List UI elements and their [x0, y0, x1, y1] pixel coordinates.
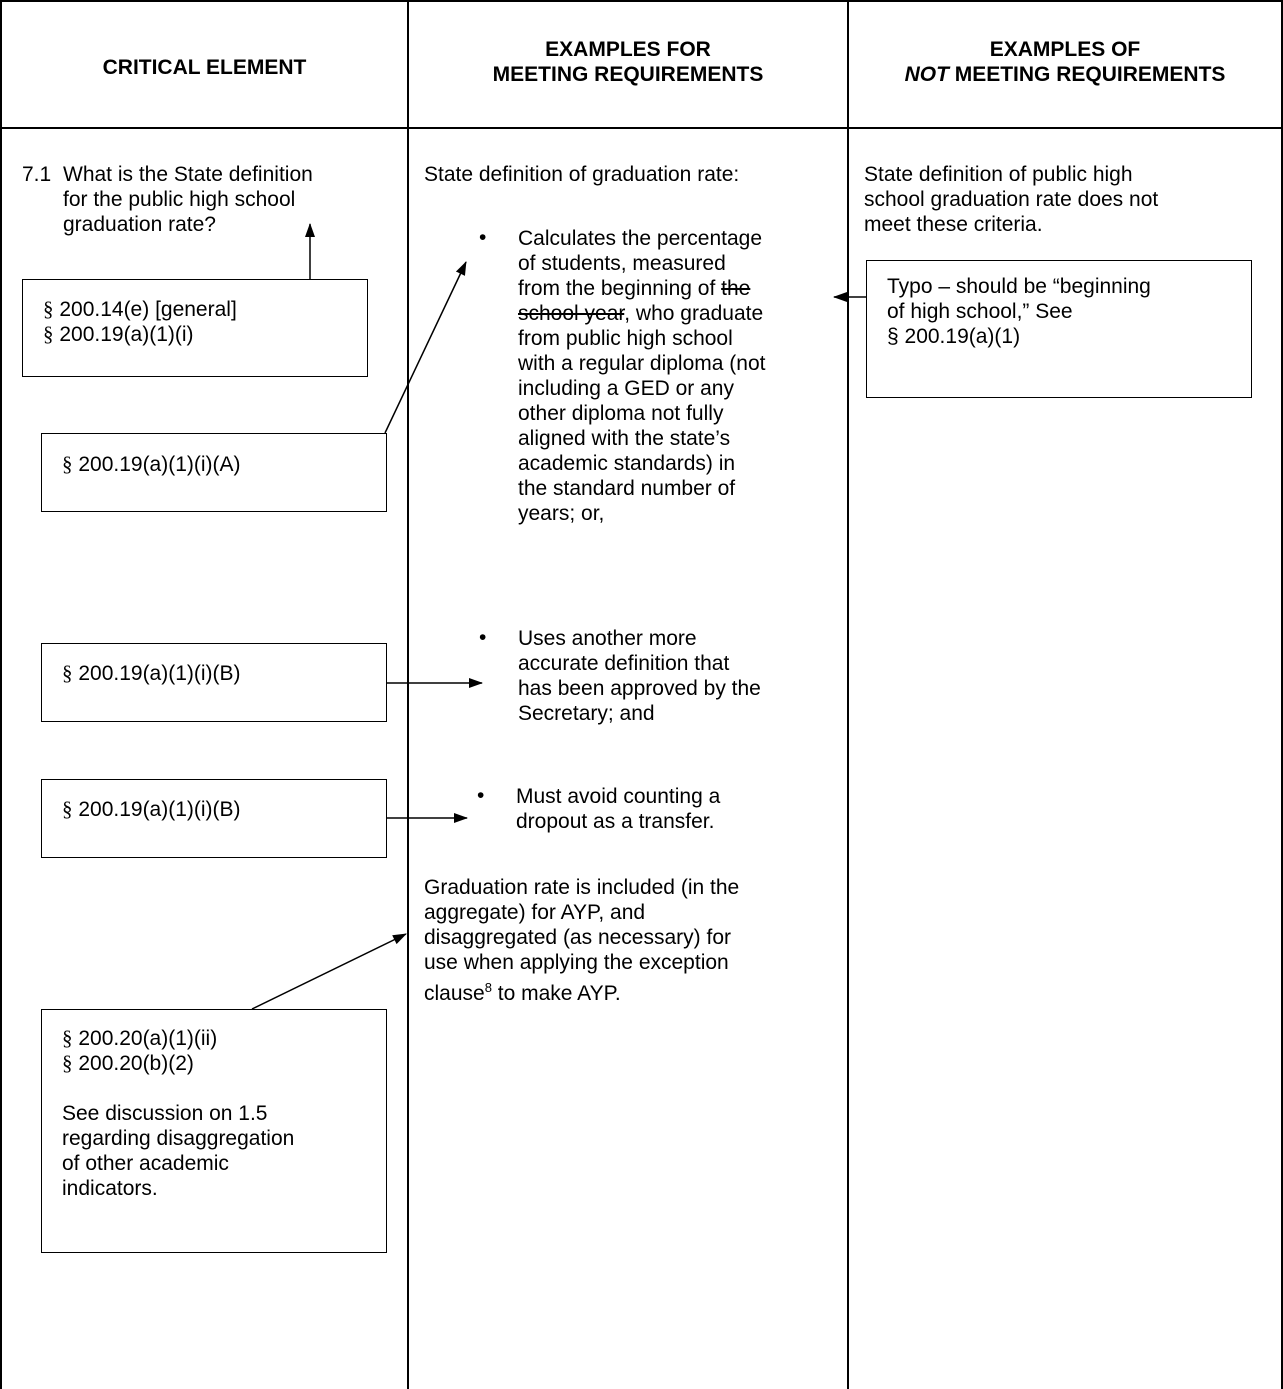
header-col3-line2-rest: MEETING REQUIREMENTS: [948, 63, 1226, 86]
section-symbol: §: [62, 1051, 73, 1075]
critical-element-number: 7.1: [22, 163, 52, 186]
note-line: See discussion on 1.5: [62, 1102, 268, 1125]
header-not-emphasis: NOT: [904, 63, 949, 86]
struck-text: school year: [518, 302, 625, 325]
citation-line: § 200.19(a)(1)(i)(A): [62, 452, 241, 476]
bullet-item-3: Must avoid counting a dropout as a transfer.: [516, 785, 721, 833]
typo-citation: § 200.19(a)(1): [887, 325, 1021, 348]
citation-line: § 200.19(a)(1)(i)(B): [62, 797, 241, 821]
header-col3-line1: EXAMPLES OF: [989, 38, 1141, 61]
aggregate-paragraph: Graduation rate is included (in the aggregate) for AYP, and disaggregated (as necessary) for use when applying the exception clause$^8$ to make AYP.: [424, 876, 740, 1005]
section-symbol: §: [43, 322, 54, 346]
meeting-intro: State definition of graduation rate:: [424, 163, 740, 186]
bullet-marker: •: [479, 226, 487, 249]
header-col2-line1: EXAMPLES FOR: [545, 38, 711, 61]
question-line: for the public high school: [63, 188, 296, 211]
section-symbol: §: [62, 1026, 73, 1050]
question-line: graduation rate?: [63, 213, 216, 236]
arrow-to-bullet-1: [385, 262, 466, 433]
header-col1-label: CRITICAL ELEMENT: [102, 55, 307, 79]
section-symbol: §: [62, 661, 73, 685]
section-symbol: §: [62, 797, 73, 821]
note-line: of other academic: [62, 1152, 229, 1175]
note-line: regarding disaggregation: [62, 1127, 295, 1150]
bullet-item-1: Calculates the percentage of students, measured from the beginning of the school year, who graduate from public high school with a regular diploma (not including a GED or any other diploma not fully aligned with the state’s academic standards) in the standard number of years; or,: [518, 227, 766, 525]
bullet-marker: •: [479, 626, 487, 649]
question-line: What is the State definition: [63, 163, 313, 186]
section-symbol: §: [62, 452, 73, 476]
citation-line: § 200.20(b)(2): [62, 1051, 194, 1075]
struck-text: the: [721, 277, 751, 300]
bullet-marker: •: [477, 784, 485, 807]
note-line: indicators.: [62, 1177, 158, 1200]
header-col2-line2: MEETING REQUIREMENTS: [492, 63, 764, 86]
typo-note-box: Typo – should be “beginning of high school,” See § 200.19(a)(1): [866, 260, 1252, 398]
bullet-item-2: Uses another more accurate definition that has been approved by the Secretary; and: [518, 627, 761, 725]
citation-line: § 200.14(e) [general]: [43, 297, 237, 321]
citation-line: § 200.19(a)(1)(i): [43, 322, 194, 346]
citation-line: § 200.19(a)(1)(i)(B): [62, 661, 241, 685]
section-symbol: §: [43, 297, 54, 321]
arrow-to-aggregate: [252, 934, 406, 1009]
citation-line: § 200.20(a)(1)(ii): [62, 1026, 218, 1050]
footnote-reference[interactable]: 8: [484, 980, 492, 995]
not-meeting-text: State definition of public high school graduation rate does not meet these criteria.: [864, 163, 1159, 236]
